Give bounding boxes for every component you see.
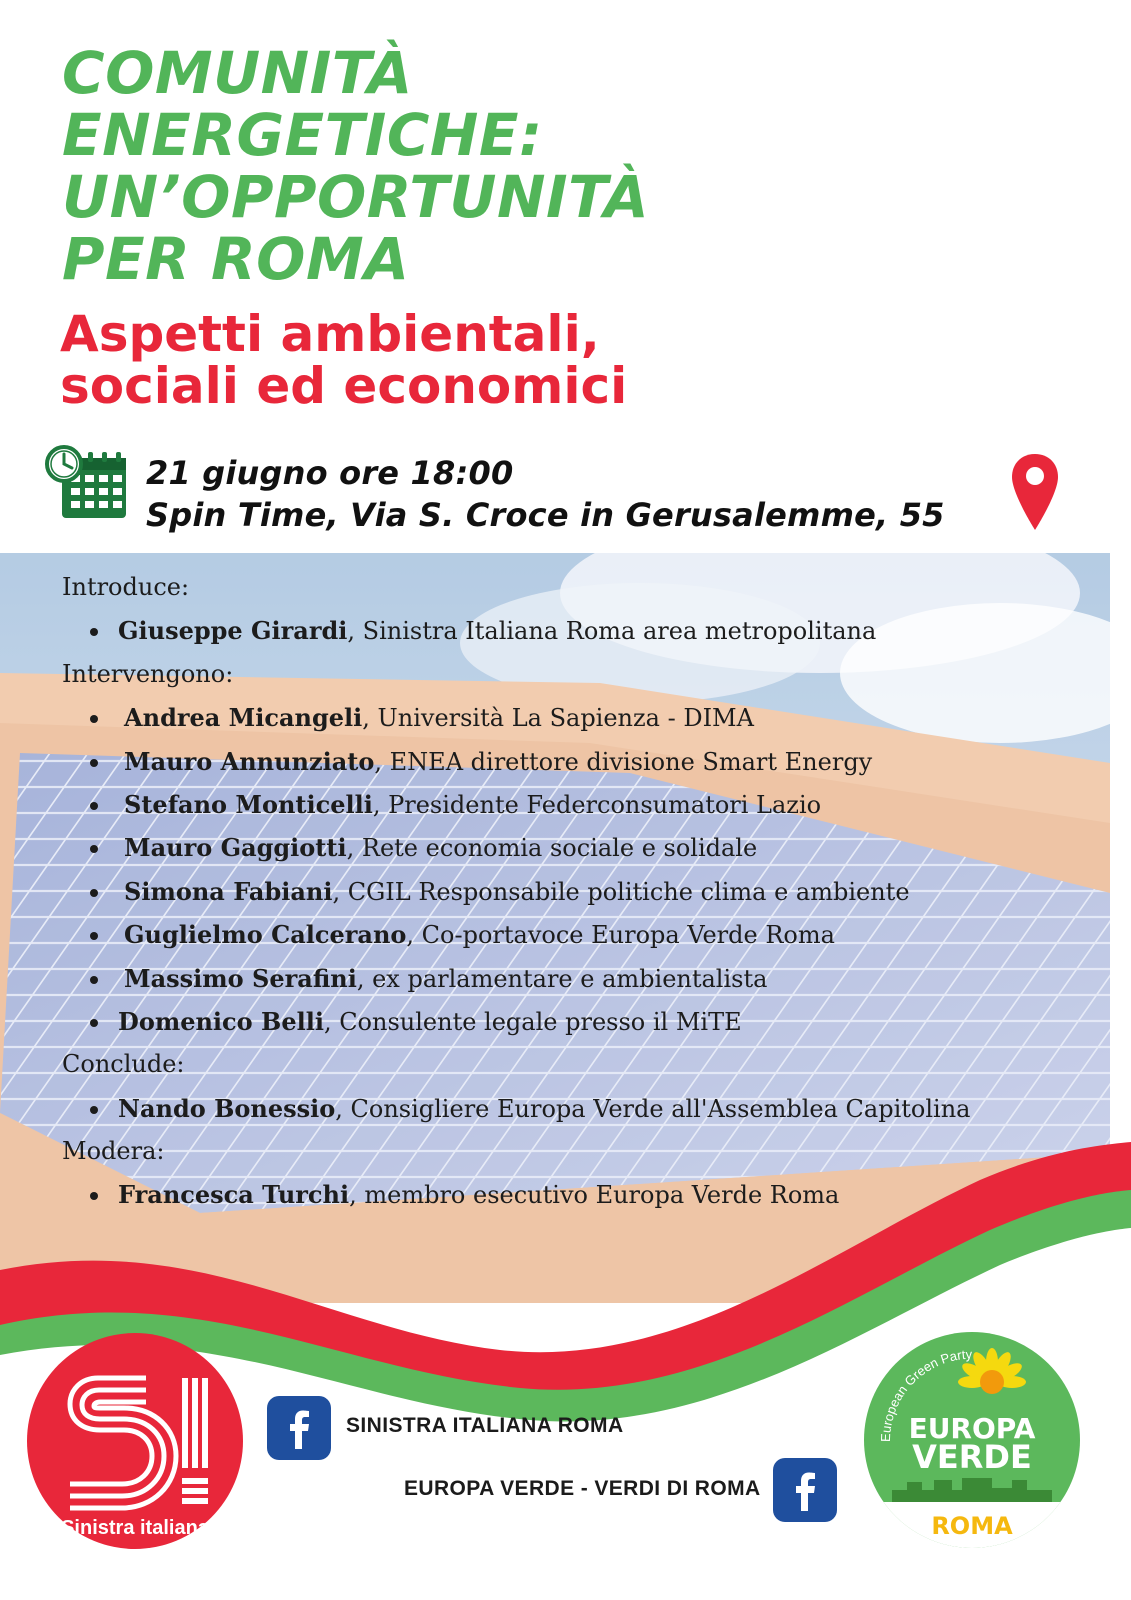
title-line: ENERGETICHE: xyxy=(62,101,543,169)
europa-verde-name: EUROPA xyxy=(908,1412,1036,1445)
speaker-role: , Università La Sapienza - DIMA xyxy=(362,704,754,733)
facebook-icon[interactable] xyxy=(266,1395,332,1461)
poster-subtitle xyxy=(60,305,820,415)
speaker-role: , CGIL Responsabile politiche clima e ambiente xyxy=(332,877,910,906)
speaker-name: Mauro Gaggiotti xyxy=(124,833,347,863)
speaker-item xyxy=(62,957,1062,1000)
speaker-name: Mauro Annunziato xyxy=(124,746,375,776)
section-heading-intervengono: Intervengono: xyxy=(62,659,234,688)
section-heading-conclude: Conclude: xyxy=(62,1050,185,1079)
subtitle-line: sociali ed economici xyxy=(60,357,628,415)
section-heading-modera: Modera: xyxy=(62,1137,165,1166)
subtitle-line: Aspetti ambientali, xyxy=(60,305,600,363)
event-date-time: 21 giugno ore 18:00 xyxy=(146,454,514,492)
speaker-item xyxy=(62,913,1062,956)
europa-verde-name-2: VERDE xyxy=(912,1438,1032,1476)
facebook-page-europa-verde-roma[interactable]: EUROPA VERDE - VERDI DI ROMA xyxy=(404,1477,761,1500)
europa-verde-logo xyxy=(862,1330,1082,1552)
speaker-list-intervengono-cont xyxy=(62,1000,1062,1043)
facebook-page-sinistra-italiana-roma[interactable]: SINISTRA ITALIANA ROMA xyxy=(346,1414,624,1437)
europa-verde-arc-text: European Green Party xyxy=(877,1346,973,1443)
europa-verde-city: ROMA xyxy=(931,1512,1013,1540)
speaker-name: Nando Bonessio xyxy=(118,1093,336,1123)
speaker-item xyxy=(62,870,1062,913)
sinistra-italiana-logo xyxy=(26,1332,244,1550)
speaker-role: , membro esecutivo Europa Verde Roma xyxy=(349,1181,840,1210)
location-pin-icon xyxy=(1010,452,1060,532)
section-heading-introduce: Introduce: xyxy=(62,573,190,601)
speaker-role: , Rete economia sociale e solidale xyxy=(346,834,758,863)
speaker-item xyxy=(62,696,1062,739)
facebook-icon[interactable] xyxy=(772,1457,838,1523)
speaker-role: , ex parlamentare e ambientalista xyxy=(356,964,768,993)
speaker-role: , Presidente Federconsumatori Lazio xyxy=(372,790,822,819)
speaker-name: Giuseppe Girardi xyxy=(118,616,348,646)
speaker-name: Massimo Serafini xyxy=(124,963,357,993)
speaker-role: , Sinistra Italiana Roma area metropolitana xyxy=(347,617,877,646)
speaker-item xyxy=(62,740,1062,783)
title-line: UN’OPPORTUNITÀ xyxy=(62,163,650,231)
speaker-name: Francesca Turchi xyxy=(118,1180,350,1210)
speaker-list-introduce xyxy=(62,609,1062,652)
speaker-name: Guglielmo Calcerano xyxy=(124,920,407,950)
event-location: Spin Time, Via S. Croce in Gerusalemme, 55 xyxy=(146,496,945,534)
speaker-name: Simona Fabiani xyxy=(124,876,333,906)
speaker-item xyxy=(62,609,1062,652)
speaker-name: Stefano Monticelli xyxy=(124,789,373,819)
speaker-item xyxy=(62,1000,1062,1043)
speaker-name: Andrea Micangeli xyxy=(124,703,363,733)
speaker-list-intervengono xyxy=(62,696,1062,1000)
speaker-item xyxy=(62,826,1062,869)
speaker-role: , Consulente legale presso il MiTE xyxy=(323,1007,742,1036)
speaker-item xyxy=(62,783,1062,826)
speaker-role: , Consigliere Europa Verde all'Assemblea Capitolina xyxy=(335,1094,971,1123)
speaker-role: , Co-portavoce Europa Verde Roma xyxy=(406,921,835,950)
speaker-name: Domenico Belli xyxy=(118,1006,324,1036)
speaker-role: , ENEA direttore divisione Smart Energy xyxy=(374,747,873,776)
event-details xyxy=(146,452,1026,536)
poster-title xyxy=(62,39,822,293)
sinistra-italiana-label: Sinistra italiana xyxy=(61,1517,209,1539)
title-line: COMUNITÀ xyxy=(62,39,413,107)
title-line: PER ROMA xyxy=(62,225,410,293)
calendar-clock-icon xyxy=(44,444,130,520)
